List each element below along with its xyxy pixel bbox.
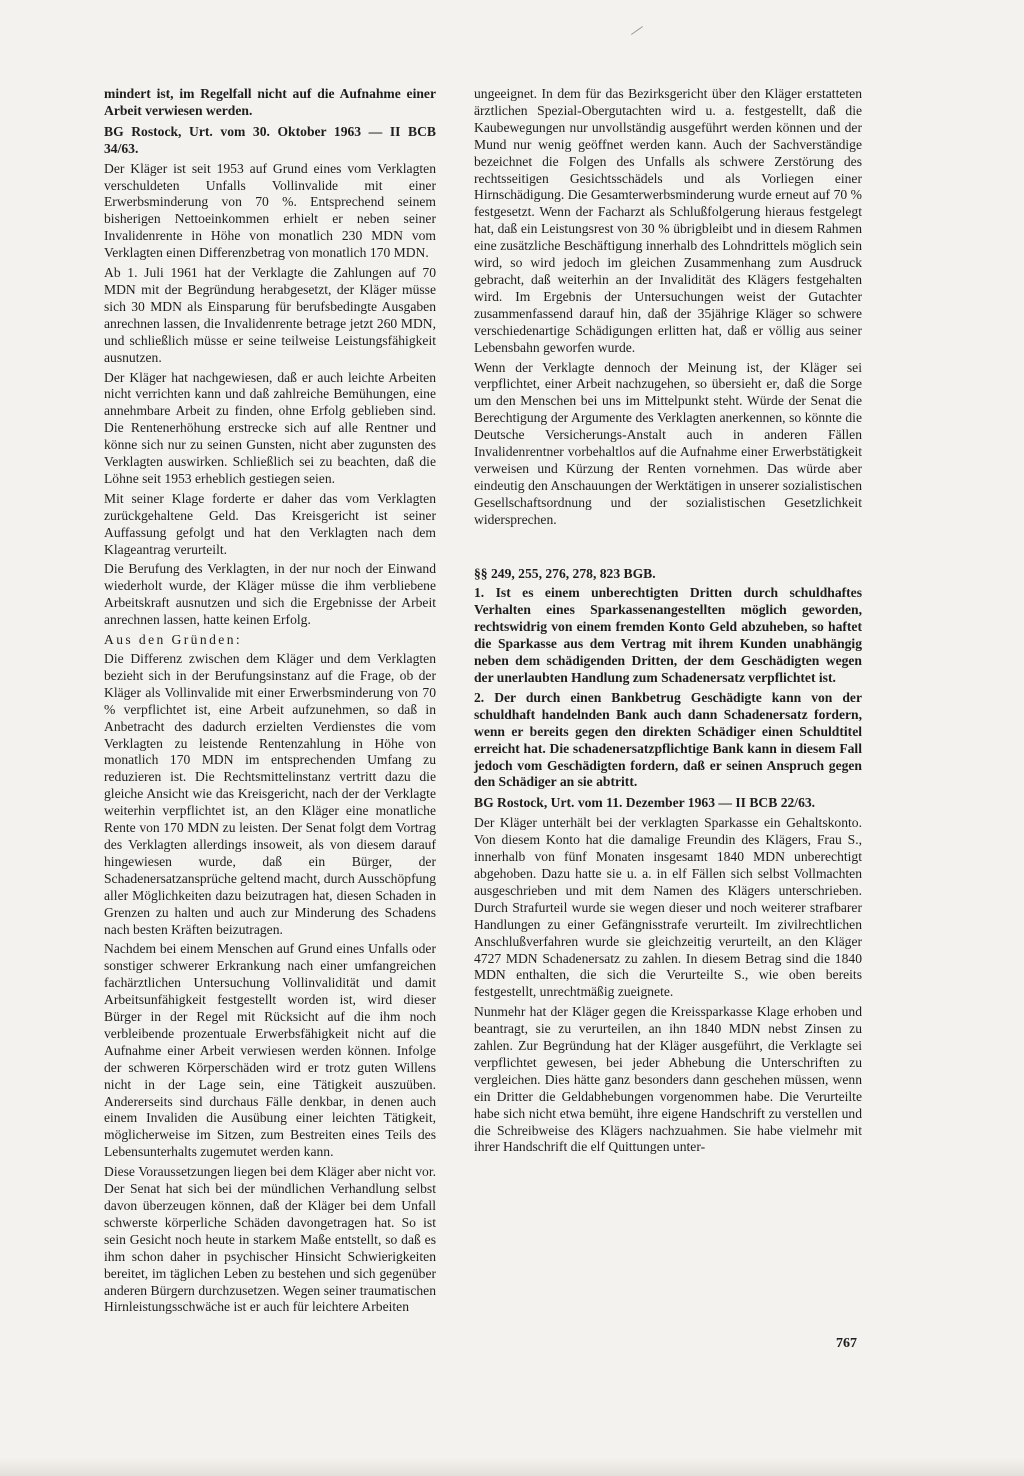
- section-heading: §§ 249, 255, 276, 278, 823 BGB.: [474, 565, 656, 581]
- paragraph: Wenn der Verklagte dennoch der Meinung ist, der Kläger sei verpflichtet, einer Arbeit nachzugehen, so übersieht er, daß die Sorge um den Menschen bei uns im Mittelpunkt steht. Würde der Senat die Berechtigung der Argumente des Verklagten anerkennen, so könnte die Deutsche Versicherungs-Anstalt auch in anderen Fällen Invalidenrentner vorbehaltlos auf die Aufnahme einer Erwerbstätigkeit verweisen und Kürzung der Renten vornehmen. Das würde aber eindeutig den Anschauungen der Werktätigen in unserer sozialistischen Gesellschaftsordnung und der sozialistischen Gesetzlichkeit widersprechen.: [474, 359, 862, 527]
- intro-bold-text: mindert ist, im Regelfall nicht auf die Aufnahme einer Arbeit verwiesen werden.: [104, 86, 436, 118]
- right-column: [474, 86, 862, 1159]
- case-citation: BG Rostock, Urt. vom 30. Oktober 1963 — II BCB 34/63.: [104, 123, 436, 156]
- paragraph: Die Differenz zwischen dem Kläger und dem Verklagten bezieht sich in der Berufungsinstanz auf die Frage, ob der Kläger als Vollinvalide mit einer Erwerbsminderung von 70 % verpflichtet ist, eine Arbeit aufzunehmen, so daß in Anbetracht des dadurch erzielten Verdienstes die vom Verklagten zu leistende Rentenzahlung in Höhe von monatlich 170 MDN im entsprechenden Umfang zu reduzieren ist. Die Rechtsmittelinstanz vertritt dazu die gleiche Ansicht wie das Kreisgericht, nach der der Verklagte weiterhin verpflichtet ist, an den Kläger eine monatliche Rente von 170 MDN zu leisten. Der Senat folgt dem Vortrag des Verklagten allerdings insoweit, als von diesem darauf hingewiesen wurde, daß ein Bürger, der Schadenersatzansprüche geltend macht, durch Ausschöpfung aller Möglichkeiten dazu beizutragen hat, diesen Schaden in Grenzen zu halten und auch zur Minderung des Schadens nach besten Kräften beizutragen.: [104, 651, 436, 937]
- paragraph: Diese Voraussetzungen liegen bei dem Kläger aber nicht vor. Der Senat hat sich bei der mündlichen Verhandlung selbst davon überzeugen können, daß der Kläger bei dem Unfall schwerste körperliche Schäden davongetragen hat. So ist sein Gesicht noch heute in starkem Maße entstellt, so daß es ihm schon daher in psychischer Hinsicht Schwierigkeiten bereitet, im täglichen Leben zu bestehen und sich gegenüber anderen Bürgern durchzusetzen. Wegen seiner traumatischen Hirnleistungsschwäche ist er auch für leichtere Arbeiten: [104, 1164, 436, 1315]
- case-citation: BG Rostock, Urt. vom 11. Dezember 1963 — II BCB 22/63.: [474, 795, 816, 811]
- lead-sentence-1: 1. Ist es einem unberechtigten Dritten durch schuldhaftes Verhalten eines Sparkassenangestellten möglich geworden, rechtswidrig von einem fremden Konto Geld abzuheben, so haftet die Sparkasse aus dem Vertrag mit ihrem Kunden unabhängig neben dem schädigenden Dritten, der dem Geschädigten wegen der unerlaubten Handlung zum Schadenersatz verpflichtet ist.: [474, 585, 862, 685]
- paragraph: Der Kläger unterhält bei der verklagten Sparkasse ein Gehaltskonto. Von diesem Konto hat die damalige Freundin des Klägers, Frau S., innerhalb von fünf Monaten insgesamt 1840 MDN unberechtigt abgehoben. Dazu hatte sie u. a. in elf Fällen sich selbst Vollmachten ausgeschrieben und mit dem Namen des Klägers unterschrieben. Durch Strafurteil wurde sie wegen dieser und noch weiterer strafbarer Handlungen zu einer Gefängnisstrafe verurteilt. Im zivilrechtlichen Anschlußverfahren wurde sie gleichzeitig verurteilt, an den Kläger 4727 MDN Schadenersatz zu zahlen. In diesem Betrag sind die 1840 MDN enthalten, die sich die Verurteilte S., wie oben bereits festgestellt, unrechtmäßig zueignete.: [474, 815, 862, 1000]
- paragraph: Der Kläger hat nachgewiesen, daß er auch leichte Arbeiten nicht verrichten kann und daß zahlreiche Bemühungen, eine annehmbare Arbeit zu finden, ohne Erfolg geblieben sind. Die Rentenerhöhung erstrecke sich auf alle Rentner und könne sich nur zu seinen Gunsten, nicht aber zugunsten des Verklagten auswirken. Schließlich sei zu beachten, daß die Löhne seit 1953 erheblich gestiegen seien.: [104, 369, 436, 486]
- paragraph: Der Kläger ist seit 1953 auf Grund eines vom Verklagten verschuldeten Unfalls Vollinvalide mit einer Erwerbsminderung von 70 %. Entsprechend seinem bisherigen Nettoeinkommen erhielt er neben seiner Invalidenrente in Höhe von monatlich 230 MDN vom Verklagten einen Differenzbetrag von monatlich 170 MDN.: [104, 160, 436, 261]
- paragraph: Die Berufung des Verklagten, in der nur noch der Einwand wiederholt wurde, der Kläger müsse die ihm verbliebene Arbeitskraft ausnutzen und sich die Ergebnisse der Arbeit anrechnen lassen, hatte keinen Erfolg.: [104, 561, 436, 628]
- scan-edge: [0, 1458, 1024, 1476]
- reasons-heading: Aus den Gründen:: [104, 632, 243, 648]
- paragraph: Nachdem bei einem Menschen auf Grund eines Unfalls oder sonstiger schwerer Erkrankung nach einer umfangreichen fachärztlichen Untersuchung Vollinvalidität und damit Arbeitsunfähigkeit festgestellt worden ist, wird dieser Bürger in der Regel mit Rücksicht auf die ihm noch verbleibende prozentuale Erwerbsfähigkeit nicht auf die Aufnahme einer Arbeit verwiesen werden können. Infolge der schweren Körperschäden wird er trotz guten Willens nicht in der Lage sein, eine Tätigkeit auszuüben. Andererseits sind durchaus Fälle denkbar, in denen auch einem Invaliden die Ausübung einer leichten Tätigkeit, möglicherweise im Sitzen, zum Bestreiten eines Teils des Lebensunterhalts zugemutet werden kann.: [104, 941, 436, 1160]
- paragraph: Ab 1. Juli 1961 hat der Verklagte die Zahlungen auf 70 MDN mit der Begründung herabgesetzt, der Kläger müsse sich 30 MDN als Einsparung für berufsbedingte Ausgaben anrechnen lassen, die Invalidenrente betrage jetzt 260 MDN, und schließlich müsse er seine teilweise Leistungsfähigkeit ausnutzen.: [104, 265, 436, 365]
- paragraph: ungeeignet. In dem für das Bezirksgericht über den Kläger erstatteten ärztlichen Spezial-Obergutachten wird u. a. festgestellt, daß die Kaubewegungen nur unvollständig ausgeführt werden können und der Mund nur wenig geöffnet werden kann. Auch der Sachverständige bezeichnet die Folgen des Unfalls als schwere Zerstörung des rechtsseitigen Gesichtsschädels und als Vorliegen einer Hirnschädigung. Die Gesamterwerbsminderung wurde erneut auf 70 % festgesetzt. Wenn der Facharzt als Schlußfolgerung hieraus festgelegt hat, daß ein Leistungsrest von 30 % übrigbleibt und in diesem Rahmen eine zusätzliche Beschäftigung innerhalb des Lohndrittels möglich sein wird, so wird jedoch im gleichen Zusammenhang zum Ausdruck gebracht, daß weiterhin an der Invalidität des Klägers festgehalten wird. Im Ergebnis der Untersuchungen weist der Gutachter zusammenfassend darauf hin, daß der 35jährige Kläger so schwere verschiedenartige Schädigungen erlitten hat, daß er völlig aus seiner Lebensbahn geworfen wurde.: [474, 86, 862, 355]
- section-gap: [474, 532, 862, 562]
- lead-sentence-2: 2. Der durch einen Bankbetrug Geschädigte kann von der schuldhaft handelnden Bank auch dann Schadenersatz fordern, wenn er bereits gegen den direkten Schädiger einen Schuldtitel erreicht hat. Die schadenersatzpflichtige Bank kann in diesem Fall jedoch vom Geschädigten fordern, daß er seinen Anspruch gegen den Schädiger an sie abtritt.: [474, 689, 862, 790]
- paragraph: Nunmehr hat der Kläger gegen die Kreissparkasse Klage erhoben und beantragt, sie zu verurteilen, an ihn 1840 MDN nebst Zinsen zu zahlen. Zur Begründung hat der Kläger ausgeführt, die Verklagte sei verpflichtet gewesen, bei jeder Abhebung die Unterschriften zu vergleichen. Dies hätte ganz besonders dann geschehen müssen, wenn ein Dritter die Geldabhebungen vorgenommen habe. Die Verurteilte habe sich nicht etwa bemüht, ihre eigene Handschrift zu verstellen und die Schreibweise des Klägers nachzuahmen. Sie habe vielmehr mit ihrer Handschrift die elf Quittungen unter-: [474, 1004, 862, 1155]
- paragraph: Mit seiner Klage forderte er daher das vom Verklagten zurückgehaltene Geld. Das Kreisgericht ist seiner Auffassung gefolgt und hat den Verklagten nach dem Klageantrag verurteilt.: [104, 490, 436, 557]
- left-column: [104, 86, 436, 1319]
- scan-mark: [631, 26, 643, 35]
- page-number: 767: [836, 1336, 857, 1351]
